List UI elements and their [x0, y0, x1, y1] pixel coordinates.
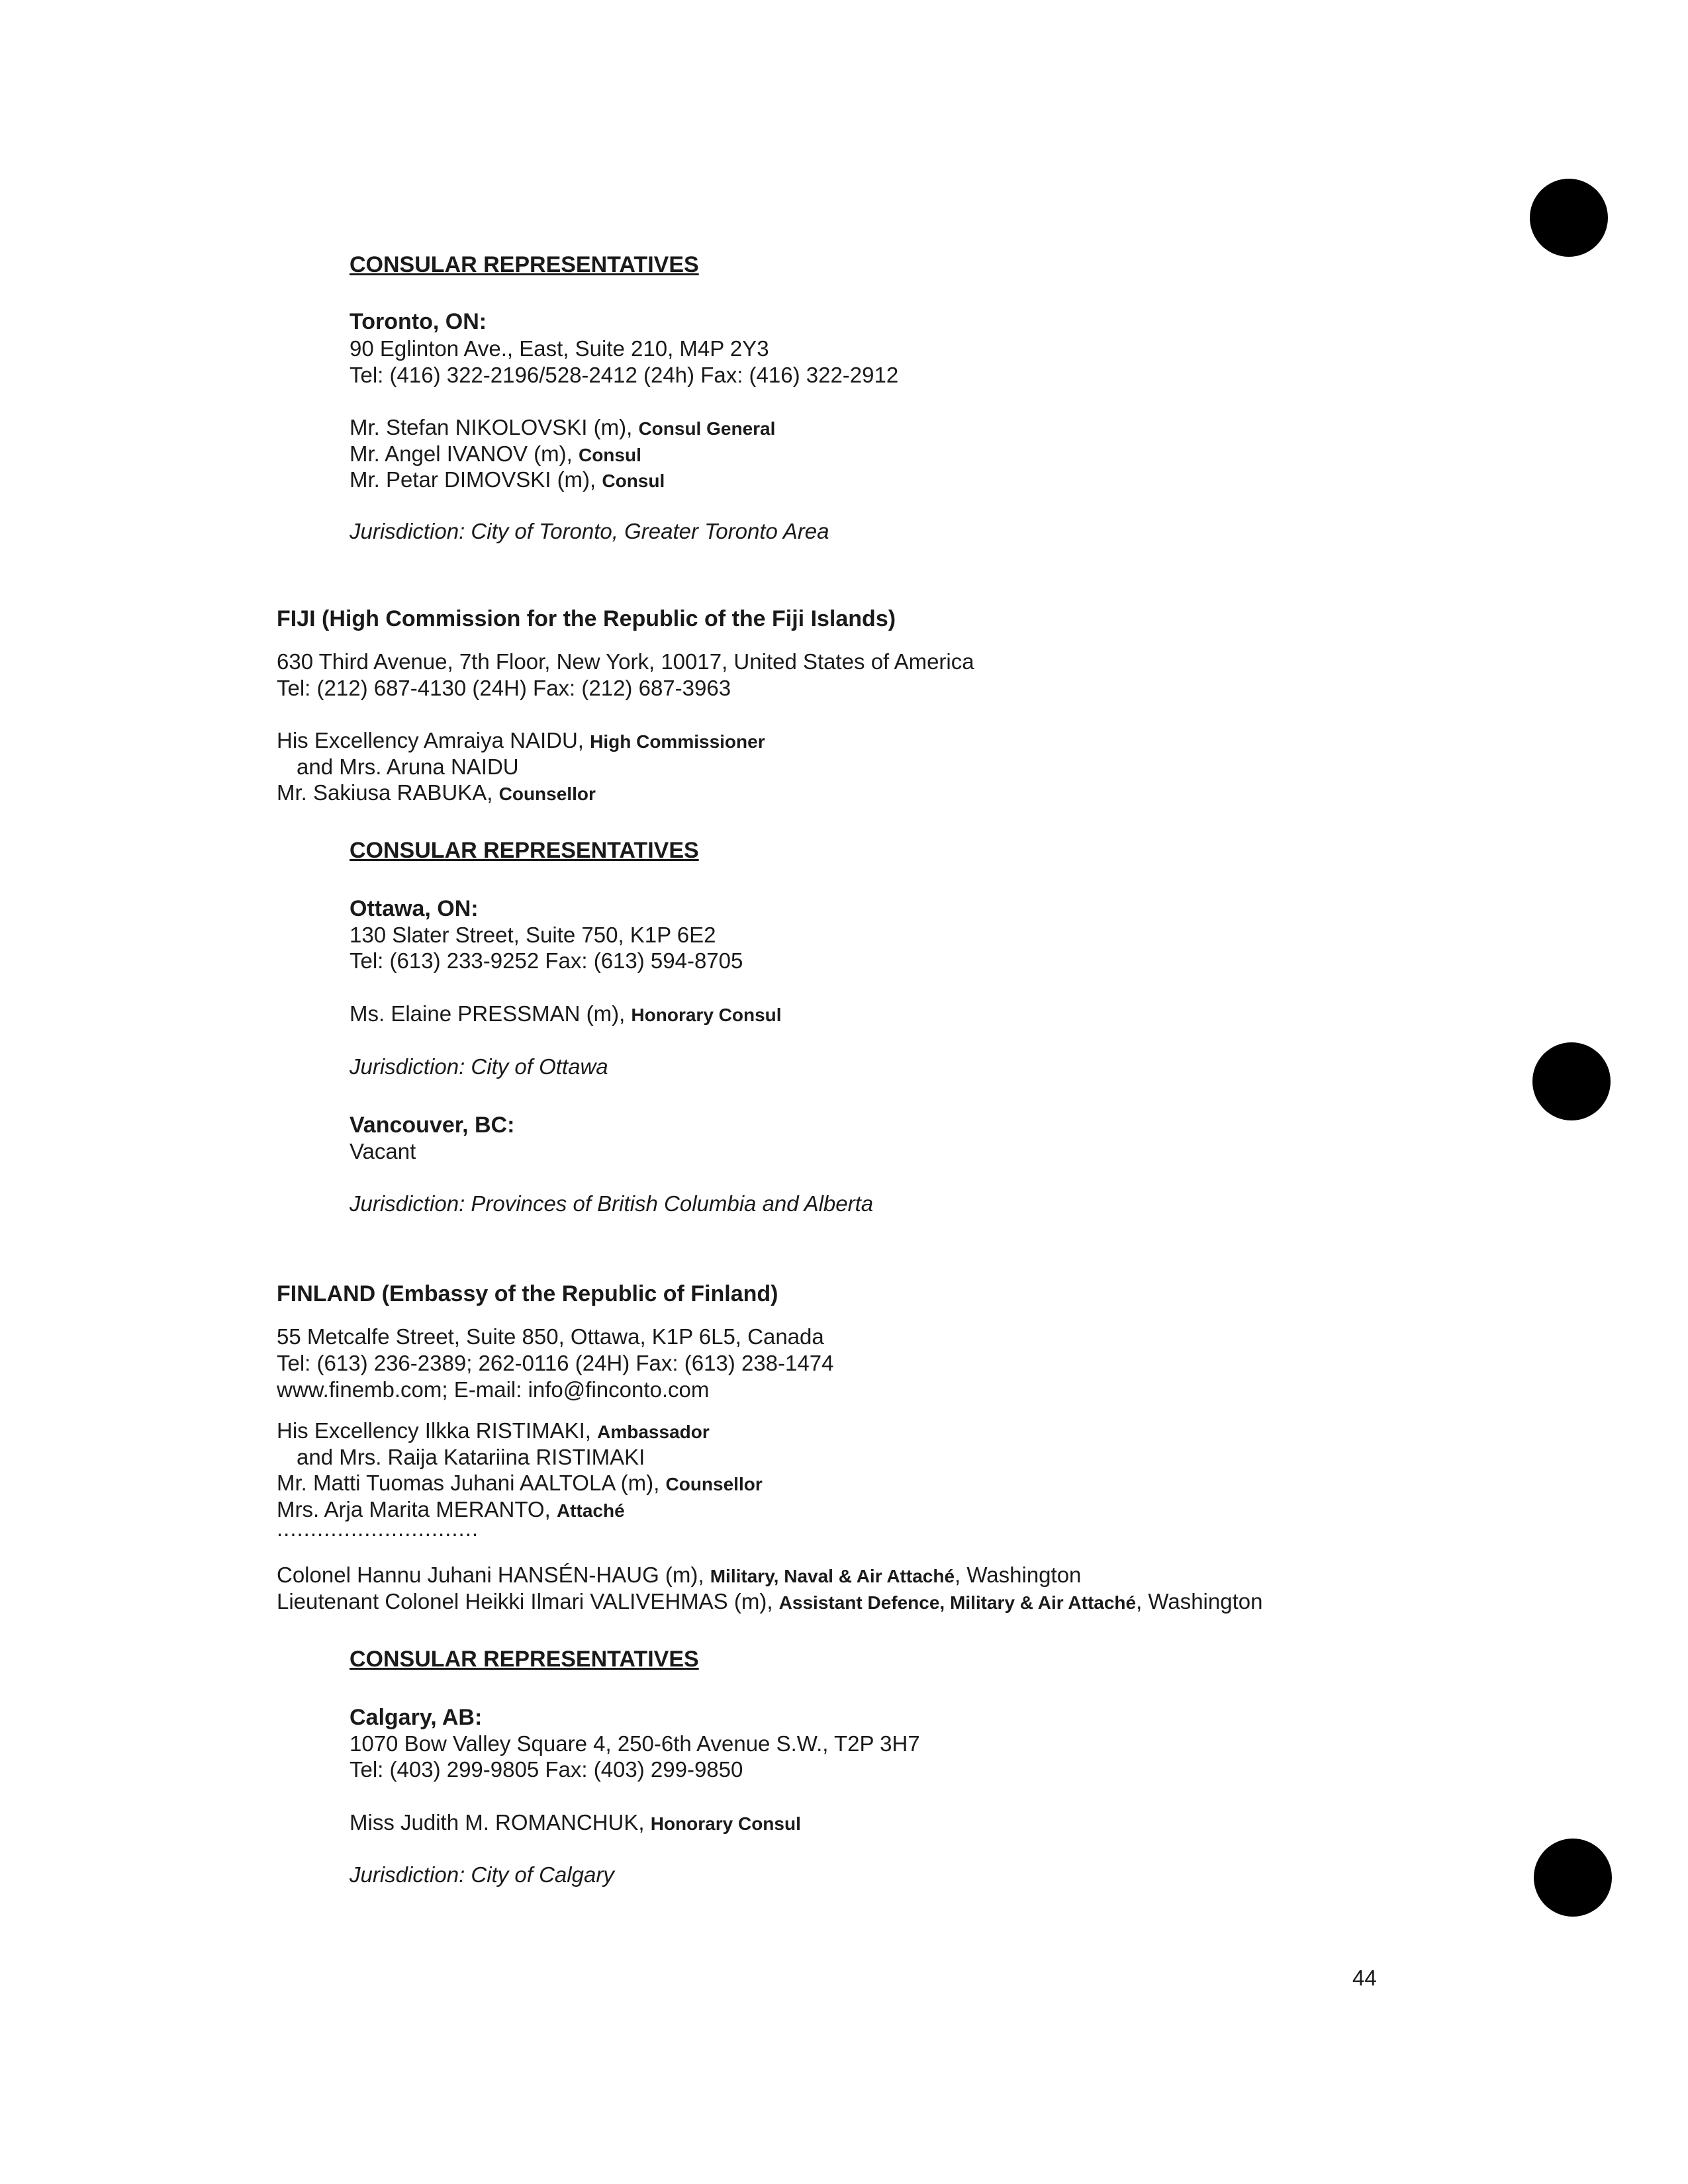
address: 55 Metcalfe Street, Suite 850, Ottawa, K1P 6L5, Canada [277, 1324, 824, 1349]
person: and Mrs. Raija Katariina RISTIMAKI [297, 1445, 645, 1469]
person: Mrs. Arja Marita MERANTO, Attaché [277, 1497, 625, 1522]
address: 130 Slater Street, Suite 750, K1P 6E2 [350, 923, 716, 947]
jurisdiction: Jurisdiction: City of Calgary [350, 1862, 614, 1887]
person: Mr. Angel IVANOV (m), Consul [350, 441, 641, 466]
address: 630 Third Avenue, 7th Floor, New York, 10017, United States of America [277, 649, 974, 674]
status: Vacant [350, 1139, 416, 1163]
jurisdiction: Jurisdiction: Provinces of British Columbia and Alberta [350, 1191, 874, 1216]
country-heading-fiji: FIJI (High Commission for the Republic of the Fiji Islands) [277, 606, 896, 631]
binder-hole [1534, 1839, 1612, 1917]
binder-hole [1532, 1042, 1611, 1120]
city-heading: Ottawa, ON: [350, 896, 479, 921]
jurisdiction: Jurisdiction: City of Ottawa [350, 1054, 608, 1079]
telephone: Tel: (613) 236-2389; 262-0116 (24H) Fax: (613) 238-1474 [277, 1351, 834, 1375]
page-number: 44 [1352, 1966, 1377, 1990]
person: Mr. Matti Tuomas Juhani AALTOLA (m), Counsellor [277, 1471, 763, 1495]
person: Miss Judith M. ROMANCHUK, Honorary Consul [350, 1810, 801, 1835]
telephone: Tel: (416) 322-2196/528-2412 (24h) Fax: (416) 322-2912 [350, 363, 899, 387]
person: His Excellency Amraiya NAIDU, High Commissioner [277, 728, 765, 752]
person: and Mrs. Aruna NAIDU [297, 754, 519, 779]
person: Mr. Petar DIMOVSKI (m), Consul [350, 467, 665, 492]
binder-hole [1530, 179, 1608, 257]
address: 1070 Bow Valley Square 4, 250-6th Avenue S.W., T2P 3H7 [350, 1731, 920, 1756]
attache: Colonel Hannu Juhani HANSÉN-HAUG (m), Military, Naval & Air Attaché, Washington [277, 1563, 1082, 1587]
separator: .............................. [277, 1516, 479, 1541]
consular-heading: CONSULAR REPRESENTATIVES [350, 838, 699, 863]
person: His Excellency Ilkka RISTIMAKI, Ambassador [277, 1418, 710, 1443]
telephone: Tel: (212) 687-4130 (24H) Fax: (212) 687-3963 [277, 676, 731, 700]
consular-heading: CONSULAR REPRESENTATIVES [350, 1647, 699, 1672]
address: 90 Eglinton Ave., East, Suite 210, M4P 2Y3 [350, 336, 769, 361]
telephone: Tel: (613) 233-9252 Fax: (613) 594-8705 [350, 948, 743, 973]
attache: Lieutenant Colonel Heikki Ilmari VALIVEHMAS (m), Assistant Defence, Military & Air Attaché, Washington [277, 1589, 1263, 1614]
person: Mr. Stefan NIKOLOVSKI (m), Consul General [350, 415, 776, 439]
city-heading: Toronto, ON: [350, 309, 487, 334]
person: Ms. Elaine PRESSMAN (m), Honorary Consul [350, 1001, 782, 1026]
consular-heading: CONSULAR REPRESENTATIVES [350, 252, 699, 277]
country-heading-finland: FINLAND (Embassy of the Republic of Finland) [277, 1281, 778, 1306]
city-heading: Vancouver, BC: [350, 1113, 515, 1138]
telephone: Tel: (403) 299-9805 Fax: (403) 299-9850 [350, 1757, 743, 1782]
city-heading: Calgary, AB: [350, 1705, 483, 1730]
jurisdiction: Jurisdiction: City of Toronto, Greater Toronto Area [350, 519, 829, 543]
web-email: www.finemb.com; E-mail: info@finconto.com [277, 1377, 710, 1402]
person: Mr. Sakiusa RABUKA, Counsellor [277, 780, 596, 805]
